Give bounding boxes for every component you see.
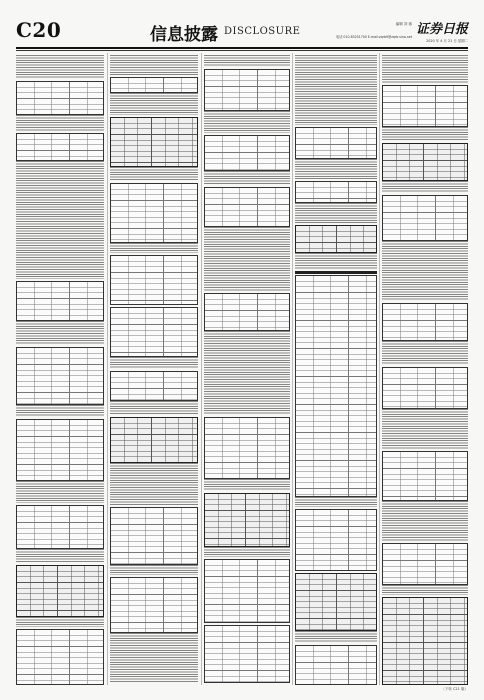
data-table: [295, 645, 377, 685]
masthead: [16, 16, 468, 48]
text-block: [16, 481, 104, 503]
data-table: [295, 127, 377, 159]
text-block: [110, 167, 198, 181]
text-block: [295, 55, 377, 125]
text-block: [204, 479, 290, 491]
data-table: [204, 559, 290, 623]
data-table: [382, 303, 468, 341]
data-table: [204, 417, 290, 479]
text-block: [110, 633, 198, 683]
data-table: [204, 187, 290, 227]
text-block: [295, 631, 377, 643]
text-block: [110, 93, 198, 115]
section-title: 信息披露: [150, 25, 218, 45]
column-separator: [201, 53, 202, 685]
column-4: [295, 53, 377, 685]
data-table: [16, 133, 104, 161]
column-separator: [292, 53, 293, 685]
data-table: [382, 195, 468, 241]
data-table: [110, 371, 198, 401]
data-table: [382, 143, 468, 181]
paper-logo: 证券日报: [415, 22, 468, 37]
column-2: [110, 53, 198, 685]
text-block: [110, 357, 198, 369]
masthead-rule-thick: [16, 47, 468, 49]
text-block: [382, 241, 468, 301]
text-block: [295, 497, 377, 507]
text-block: [204, 227, 290, 291]
text-block: [382, 501, 468, 541]
data-table: [382, 451, 468, 501]
text-block: [382, 127, 468, 141]
data-table: [382, 367, 468, 409]
text-block: [295, 159, 377, 179]
text-block: [16, 549, 104, 563]
column-5: [382, 53, 468, 685]
data-table: [204, 625, 290, 683]
text-block: [382, 341, 468, 365]
column-separator: [107, 53, 108, 685]
data-table: [295, 509, 377, 571]
text-block: [16, 321, 104, 345]
data-table: [204, 493, 290, 547]
continued-note: （下转 C21 版）: [441, 687, 468, 691]
data-table: [382, 543, 468, 585]
data-table: [110, 183, 198, 243]
text-block: [110, 55, 198, 75]
text-block: [295, 203, 377, 223]
data-table: [295, 225, 377, 253]
text-block: [110, 243, 198, 253]
text-block: [110, 401, 198, 415]
data-table: [110, 117, 198, 167]
text-block: [204, 331, 290, 415]
data-table: [16, 505, 104, 549]
data-table: [204, 293, 290, 331]
date-line: 2020 年 4 月 21 日 星期二: [426, 39, 468, 43]
contact-line: 电话 010-83251700 E-mail:zqrb9@zqrb.sina.net: [336, 35, 412, 39]
data-table: [295, 181, 377, 203]
text-block: [382, 585, 468, 595]
data-table: [382, 85, 468, 127]
data-table: [295, 275, 377, 497]
text-block: [16, 405, 104, 417]
data-table: [110, 577, 198, 633]
text-block: [382, 55, 468, 83]
text-block: [16, 617, 104, 627]
data-table: [204, 135, 290, 171]
data-table: [16, 419, 104, 481]
text-block: [204, 111, 290, 133]
text-block: [16, 115, 104, 131]
text-block: [295, 253, 377, 269]
data-table: [295, 573, 377, 631]
data-table: [110, 417, 198, 463]
text-block: [16, 55, 104, 79]
data-table: [16, 565, 104, 617]
text-block: [16, 161, 104, 279]
column-3: [204, 53, 290, 685]
column-separator: [379, 53, 380, 685]
data-table: [110, 507, 198, 565]
text-block: [110, 463, 198, 505]
text-block: [204, 171, 290, 185]
text-block: [110, 565, 198, 575]
masthead-rule-thin: [16, 50, 468, 51]
text-block: [382, 181, 468, 193]
text-block: [382, 409, 468, 449]
data-table: [110, 307, 198, 357]
data-table: [16, 629, 104, 685]
table-header-bar: [295, 271, 377, 274]
data-table: [382, 597, 468, 685]
column-1: [16, 53, 104, 685]
data-table: [16, 347, 104, 405]
data-table: [16, 281, 104, 321]
text-block: [204, 547, 290, 557]
page-number: C20: [16, 18, 62, 42]
text-block: [204, 55, 290, 67]
data-table: [204, 69, 290, 111]
data-table: [16, 81, 104, 115]
data-table: [110, 77, 198, 93]
editor-line: 编辑 刘 蓉: [395, 22, 412, 26]
section-title-en: DISCLOSURE: [224, 26, 301, 37]
data-table: [110, 255, 198, 305]
